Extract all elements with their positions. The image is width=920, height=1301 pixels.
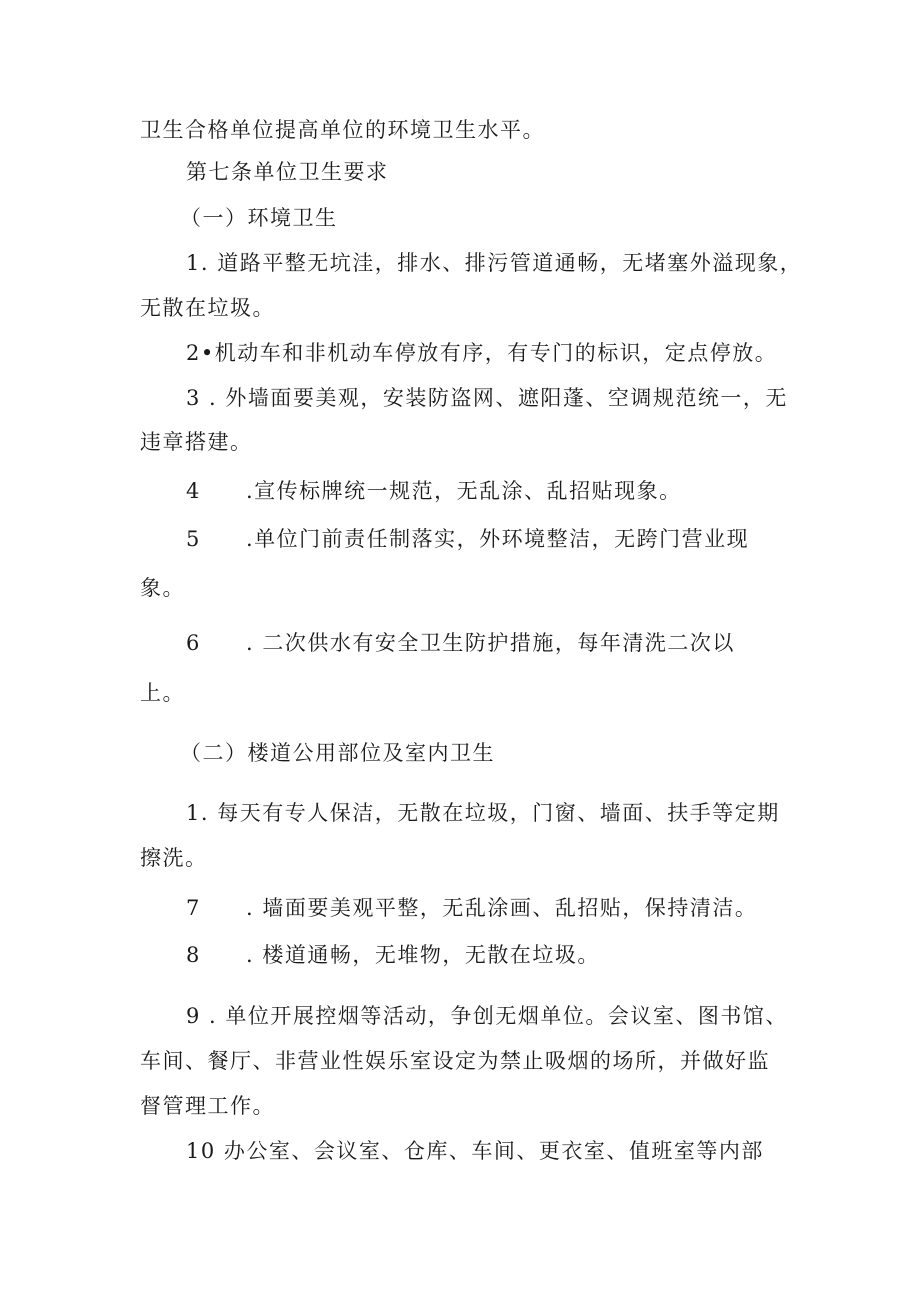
paragraph-line: 违章搭建。 [140,430,253,454]
list-item-number: 8 [186,943,200,967]
list-item: . 墙面要美观平整，无乱涂画、乱招贴，保持清洁。 [246,896,758,920]
list-item: .单位门前责任制落实，外环境整洁，无跨门营业现 [246,527,750,551]
section-heading: （二）楼道公用部位及室内卫生 [180,741,495,765]
list-item: 3 . 外墙面要美观，安装防盗网、遮阳蓬、空调规范统一，无 [186,386,788,410]
list-item: 1. 道路平整无坑洼，排水、排污管道通畅，无堵塞外溢现象， [186,251,803,275]
list-item-number: 7 [186,896,200,920]
list-item: 9 . 单位开展控烟等活动，争创无烟单位。会议室、图书馆、 [186,1004,788,1028]
list-item: .宣传标牌统一规范，无乱涂、乱招贴现象。 [246,479,682,503]
section-heading: （一）环境卫生 [180,206,338,230]
article-heading: 第七条单位卫生要求 [186,160,389,184]
list-item: 1. 每天有专人保洁，无散在垃圾，门窗、墙面、扶手等定期 [186,801,780,825]
paragraph-line: 车间、餐厅、非营业性娱乐室设定为禁止吸烟的场所，并做好监 [140,1049,770,1073]
paragraph-line: 卫生合格单位提高单位的环境卫生水平。 [140,118,545,142]
list-item-number: 4 [186,479,200,503]
list-item: 10 办公室、会议室、仓库、车间、更衣室、值班室等内部 [186,1139,764,1163]
paragraph-line: 擦洗。 [140,846,208,870]
list-item-number: 6 [186,631,200,655]
paragraph-line: 无散在垃圾。 [140,296,275,320]
list-item: . 楼道通畅，无堆物，无散在垃圾。 [246,943,600,967]
list-item: . 二次供水有安全卫生防护措施，每年清洗二次以 [246,631,735,655]
paragraph-line: 督管理工作。 [140,1094,275,1118]
list-item-number: 5 [186,527,200,551]
paragraph-line: 上。 [140,681,185,705]
paragraph-line: 象。 [140,576,185,600]
list-item: 2•机动车和非机动车停放有序，有专门的标识，定点停放。 [186,341,778,365]
